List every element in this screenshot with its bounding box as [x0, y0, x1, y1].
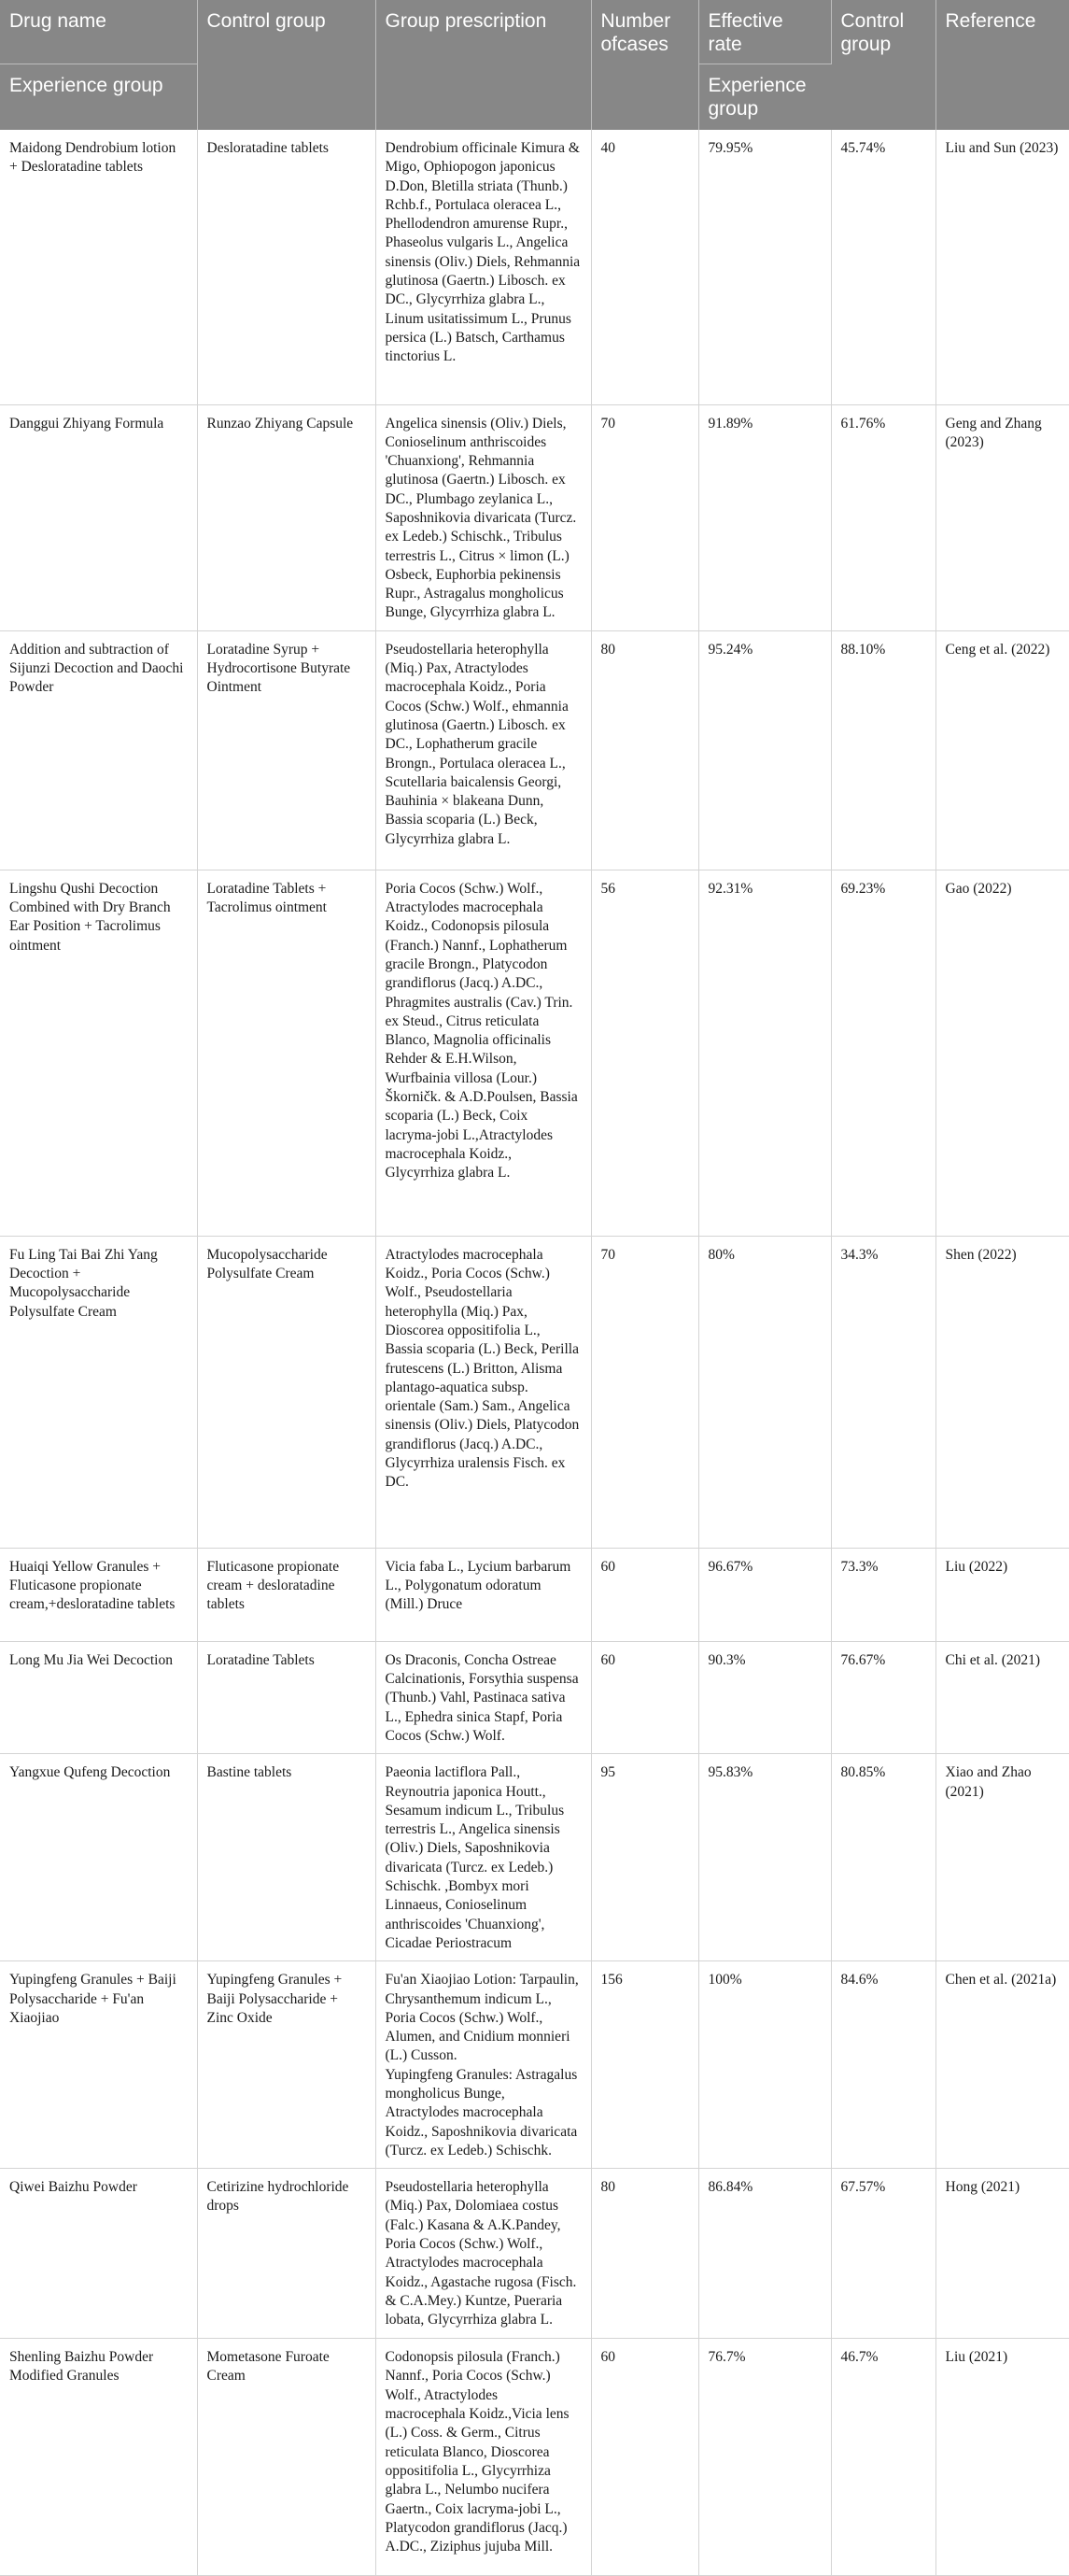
table-row — [0, 1548, 1069, 1641]
cell-effective-rate: 92.31% — [698, 870, 831, 1236]
table-row — [0, 2169, 1069, 2339]
table-row — [0, 1961, 1069, 2169]
cell-reference: Chen et al. (2021a) — [935, 1961, 1069, 2169]
cell-drug-name: Yangxue Qufeng Decoction — [0, 1754, 197, 1961]
cell-control-rate: 80.85% — [831, 1754, 935, 1961]
cell-control-group: Yupingfeng Granules + Baiji Polysaccharide + Zinc Oxide — [197, 1961, 375, 2169]
cell-effective-rate: 80% — [698, 1236, 831, 1548]
table-row — [0, 404, 1069, 630]
cell-drug-name: Yupingfeng Granules + Baiji Polysaccharide + Fu'an Xiaojiao — [0, 1961, 197, 2169]
header-control-group: Control group — [197, 0, 375, 130]
cell-control-rate: 84.6% — [831, 1961, 935, 2169]
table-row — [0, 130, 1069, 404]
cell-group-prescription — [375, 1961, 591, 2169]
cell-control-rate: 46.7% — [831, 2339, 935, 2576]
header-reference: Reference — [935, 0, 1069, 130]
cell-control-rate: 61.76% — [831, 404, 935, 630]
cell-control-rate: 45.74% — [831, 130, 935, 404]
cell-control-rate: 67.57% — [831, 2169, 935, 2339]
cell-drug-name: Long Mu Jia Wei Decoction — [0, 1641, 197, 1753]
header-experience-group: Experience group — [0, 64, 197, 131]
cell-group-prescription: Pseudostellaria heterophylla (Miq.) Pax, Dolomiaea costus (Falc.) Kasana & A.K.Pandey, Poria Cocos (Schw.) Wolf., Atractylodes macrocephala Koidz., Agastache rugosa (Fisch. & C.A.Mey.) Kuntze, Pueraria lobata, Glycyrrhiza glabra L. — [375, 2169, 591, 2339]
cell-number-of-cases: 70 — [591, 404, 698, 630]
cell-group-prescription: Dendrobium officinale Kimura & Migo, Ophiopogon japonicus D.Don, Bletilla striata (Thunb.) Rchb.f., Portulaca oleracea L., Phellodendron amurense Rupr., Phaseolus vulgaris L., Angelica sinensis (Oliv.) Diels, Rehmannia glutinosa (Gaertn.) Libosch. ex DC., Glycyrrhiza glabra L., Linum usitatissimum L., Prunus persica (L.) Batsch, Carthamus tinctorius L. — [375, 130, 591, 404]
cell-control-rate: 76.67% — [831, 1641, 935, 1753]
table-row — [0, 1754, 1069, 1961]
cell-drug-name: Shenling Baizhu Powder Modified Granules — [0, 2339, 197, 2576]
cell-number-of-cases: 80 — [591, 2169, 698, 2339]
cell-group-prescription: Pseudostellaria heterophylla (Miq.) Pax, Atractylodes macrocephala Koidz., Poria Cocos (Schw.) Wolf., ehmannia glutinosa (Gaertn.) Libosch. ex DC., Lophatherum gracile Brongn., Portulaca oleracea L., Scutellaria baicalensis Georgi, Bauhinia × blakeana Dunn, Bassia scoparia (L.) Beck, Glycyrrhiza glabra L. — [375, 630, 591, 870]
table-row — [0, 1641, 1069, 1753]
cell-drug-name: Addition and subtraction of Sijunzi Decoction and Daochi Powder — [0, 630, 197, 870]
cell-group-prescription: Angelica sinensis (Oliv.) Diels, Conioselinum anthriscoides 'Chuanxiong', Rehmannia glutinosa (Gaertn.) Libosch. ex DC., Plumbago zeylanica L., Saposhnikovia divaricata (Turcz. ex Ledeb.) Schischk., Tribulus terrestris L., Citrus × limon (L.) Osbeck, Euphorbia pekinensis Rupr., Astragalus mongholicus Bunge, Glycyrrhiza glabra L. — [375, 404, 591, 630]
cell-effective-rate: 86.84% — [698, 2169, 831, 2339]
header-control-group-rate: Control group — [831, 0, 935, 130]
cell-effective-rate: 90.3% — [698, 1641, 831, 1753]
cell-control-rate: 34.3% — [831, 1236, 935, 1548]
cell-number-of-cases: 70 — [591, 1236, 698, 1548]
cell-control-group: Cetirizine hydrochloride drops — [197, 2169, 375, 2339]
cell-reference: Gao (2022) — [935, 870, 1069, 1236]
cell-effective-rate: 95.24% — [698, 630, 831, 870]
cell-control-group: Loratadine Syrup + Hydrocortisone Butyrate Ointment — [197, 630, 375, 870]
cell-reference: Xiao and Zhao (2021) — [935, 1754, 1069, 1961]
cell-drug-name: Fu Ling Tai Bai Zhi Yang Decoction + Mucopolysaccharide Polysulfate Cream — [0, 1236, 197, 1548]
cell-reference: Geng and Zhang (2023) — [935, 404, 1069, 630]
cell-control-rate: 73.3% — [831, 1548, 935, 1641]
cell-effective-rate: 79.95% — [698, 130, 831, 404]
cell-control-rate: 69.23% — [831, 870, 935, 1236]
cell-number-of-cases: 60 — [591, 1548, 698, 1641]
header-effective-rate-sub: Experience group — [698, 64, 831, 131]
cell-reference: Chi et al. (2021) — [935, 1641, 1069, 1753]
cell-group-prescription: Vicia faba L., Lycium barbarum L., Polygonatum odoratum (Mill.) Druce — [375, 1548, 591, 1641]
cell-control-group: Runzao Zhiyang Capsule — [197, 404, 375, 630]
cell-control-group: Mucopolysaccharide Polysulfate Cream — [197, 1236, 375, 1548]
cell-reference: Shen (2022) — [935, 1236, 1069, 1548]
table-row — [0, 630, 1069, 870]
cell-number-of-cases: 60 — [591, 2339, 698, 2576]
table-row — [0, 2339, 1069, 2576]
cell-group-prescription: Poria Cocos (Schw.) Wolf., Atractylodes macrocephala Koidz., Codonopsis pilosula (Franch.) Nannf., Lophatherum gracile Brongn., Platycodon grandiflorus (Jacq.) A.DC., Phragmites australis (Cav.) Trin. ex Steud., Citrus reticulata Blanco, Magnolia officinalis Rehder & E.H.Wilson, Wurfbainia villosa (Lour.) Škorničk. & A.D.Poulsen, Bassia scoparia (L.) Beck, Coix lacryma-jobi L.,Atractylodes macrocephala Koidz., Glycyrrhiza glabra L. — [375, 870, 591, 1236]
table-row — [0, 870, 1069, 1236]
cell-effective-rate: 95.83% — [698, 1754, 831, 1961]
cell-drug-name: Lingshu Qushi Decoction Combined with Dry Branch Ear Position + Tacrolimus ointment — [0, 870, 197, 1236]
header-number-of-cases: Number ofcases — [591, 0, 698, 130]
cell-reference: Liu (2021) — [935, 2339, 1069, 2576]
cell-effective-rate: 76.7% — [698, 2339, 831, 2576]
cell-control-group: Desloratadine tablets — [197, 130, 375, 404]
cell-control-rate: 88.10% — [831, 630, 935, 870]
cell-reference: Liu and Sun (2023) — [935, 130, 1069, 404]
cell-control-group: Bastine tablets — [197, 1754, 375, 1961]
table-row — [0, 1236, 1069, 1548]
cell-control-group: Mometasone Furoate Cream — [197, 2339, 375, 2576]
cell-reference: Ceng et al. (2022) — [935, 630, 1069, 870]
header-effective-rate: Effective rate — [698, 0, 831, 64]
table-body — [0, 130, 1069, 2576]
prescription-line: Fu'an Xiaojiao Lotion: Tarpaulin, Chrysanthemum indicum L., Poria Cocos (Schw.) Wolf., Alumen, and Cnidium monnieri (L.) Cusson. — [385, 1972, 579, 2064]
cell-group-prescription: Atractylodes macrocephala Koidz., Poria Cocos (Schw.) Wolf., Pseudostellaria heterophylla (Miq.) Pax, Dioscorea oppositifolia L., Bassia scoparia (L.) Beck, Perilla frutescens (L.) Britton, Alisma plantago-aquatica subsp. orientale (Sam.) Sam., Angelica sinensis (Oliv.) Diels, Platycodon grandiflorus (Jacq.) A.DC., Glycyrrhiza uralensis Fisch. ex DC. — [375, 1236, 591, 1548]
cell-number-of-cases: 156 — [591, 1961, 698, 2169]
cell-drug-name: Maidong Dendrobium lotion + Desloratadine tablets — [0, 130, 197, 404]
prescription-line: Yupingfeng Granules: Astragalus mongholicus Bunge, Atractylodes macrocephala Koidz., Saposhnikovia divaricata (Turcz. ex Ledeb.) Schischk. — [385, 2066, 578, 2158]
header-drug-name: Drug name — [0, 0, 197, 64]
header-group-prescription: Group prescription — [375, 0, 591, 130]
cell-effective-rate: 100% — [698, 1961, 831, 2169]
cell-number-of-cases: 80 — [591, 630, 698, 870]
cell-number-of-cases: 40 — [591, 130, 698, 404]
cell-drug-name: Qiwei Baizhu Powder — [0, 2169, 197, 2339]
cell-control-group: Loratadine Tablets — [197, 1641, 375, 1753]
cell-effective-rate: 96.67% — [698, 1548, 831, 1641]
cell-number-of-cases: 56 — [591, 870, 698, 1236]
cell-reference: Liu (2022) — [935, 1548, 1069, 1641]
cell-group-prescription: Codonopsis pilosula (Franch.) Nannf., Poria Cocos (Schw.) Wolf., Atractylodes macrocephala Koidz.,Vicia lens (L.) Coss. & Germ., Citrus reticulata Blanco, Dioscorea oppositifolia L., Glycyrrhiza glabra L., Nelumbo nucifera Gaertn., Coix lacryma-jobi L., Platycodon grandiflorus (Jacq.) A.DC., Ziziphus jujuba Mill. — [375, 2339, 591, 2576]
cell-number-of-cases: 95 — [591, 1754, 698, 1961]
cell-group-prescription: Os Draconis, Concha Ostreae Calcinationis, Forsythia suspensa (Thunb.) Vahl, Pastinaca sativa L., Ephedra sinica Stapf, Poria Cocos (Schw.) Wolf. — [375, 1641, 591, 1753]
cell-group-prescription: Paeonia lactiflora Pall., Reynoutria japonica Houtt., Sesamum indicum L., Tribulus terrestris L., Angelica sinensis (Oliv.) Diels, Saposhnikovia divaricata (Turcz. ex Ledeb.) Schischk. ,Bombyx mori Linnaeus, Conioselinum anthriscoides 'Chuanxiong', Cicadae Periostracum — [375, 1754, 591, 1961]
cell-reference: Hong (2021) — [935, 2169, 1069, 2339]
table-header — [0, 0, 1069, 130]
cell-drug-name: Danggui Zhiyang Formula — [0, 404, 197, 630]
cell-number-of-cases: 60 — [591, 1641, 698, 1753]
cell-drug-name: Huaiqi Yellow Granules + Fluticasone propionate cream,+desloratadine tablets — [0, 1548, 197, 1641]
cell-control-group: Loratadine Tablets + Tacrolimus ointment — [197, 870, 375, 1236]
cell-control-group: Fluticasone propionate cream + desloratadine tablets — [197, 1548, 375, 1641]
cell-effective-rate: 91.89% — [698, 404, 831, 630]
